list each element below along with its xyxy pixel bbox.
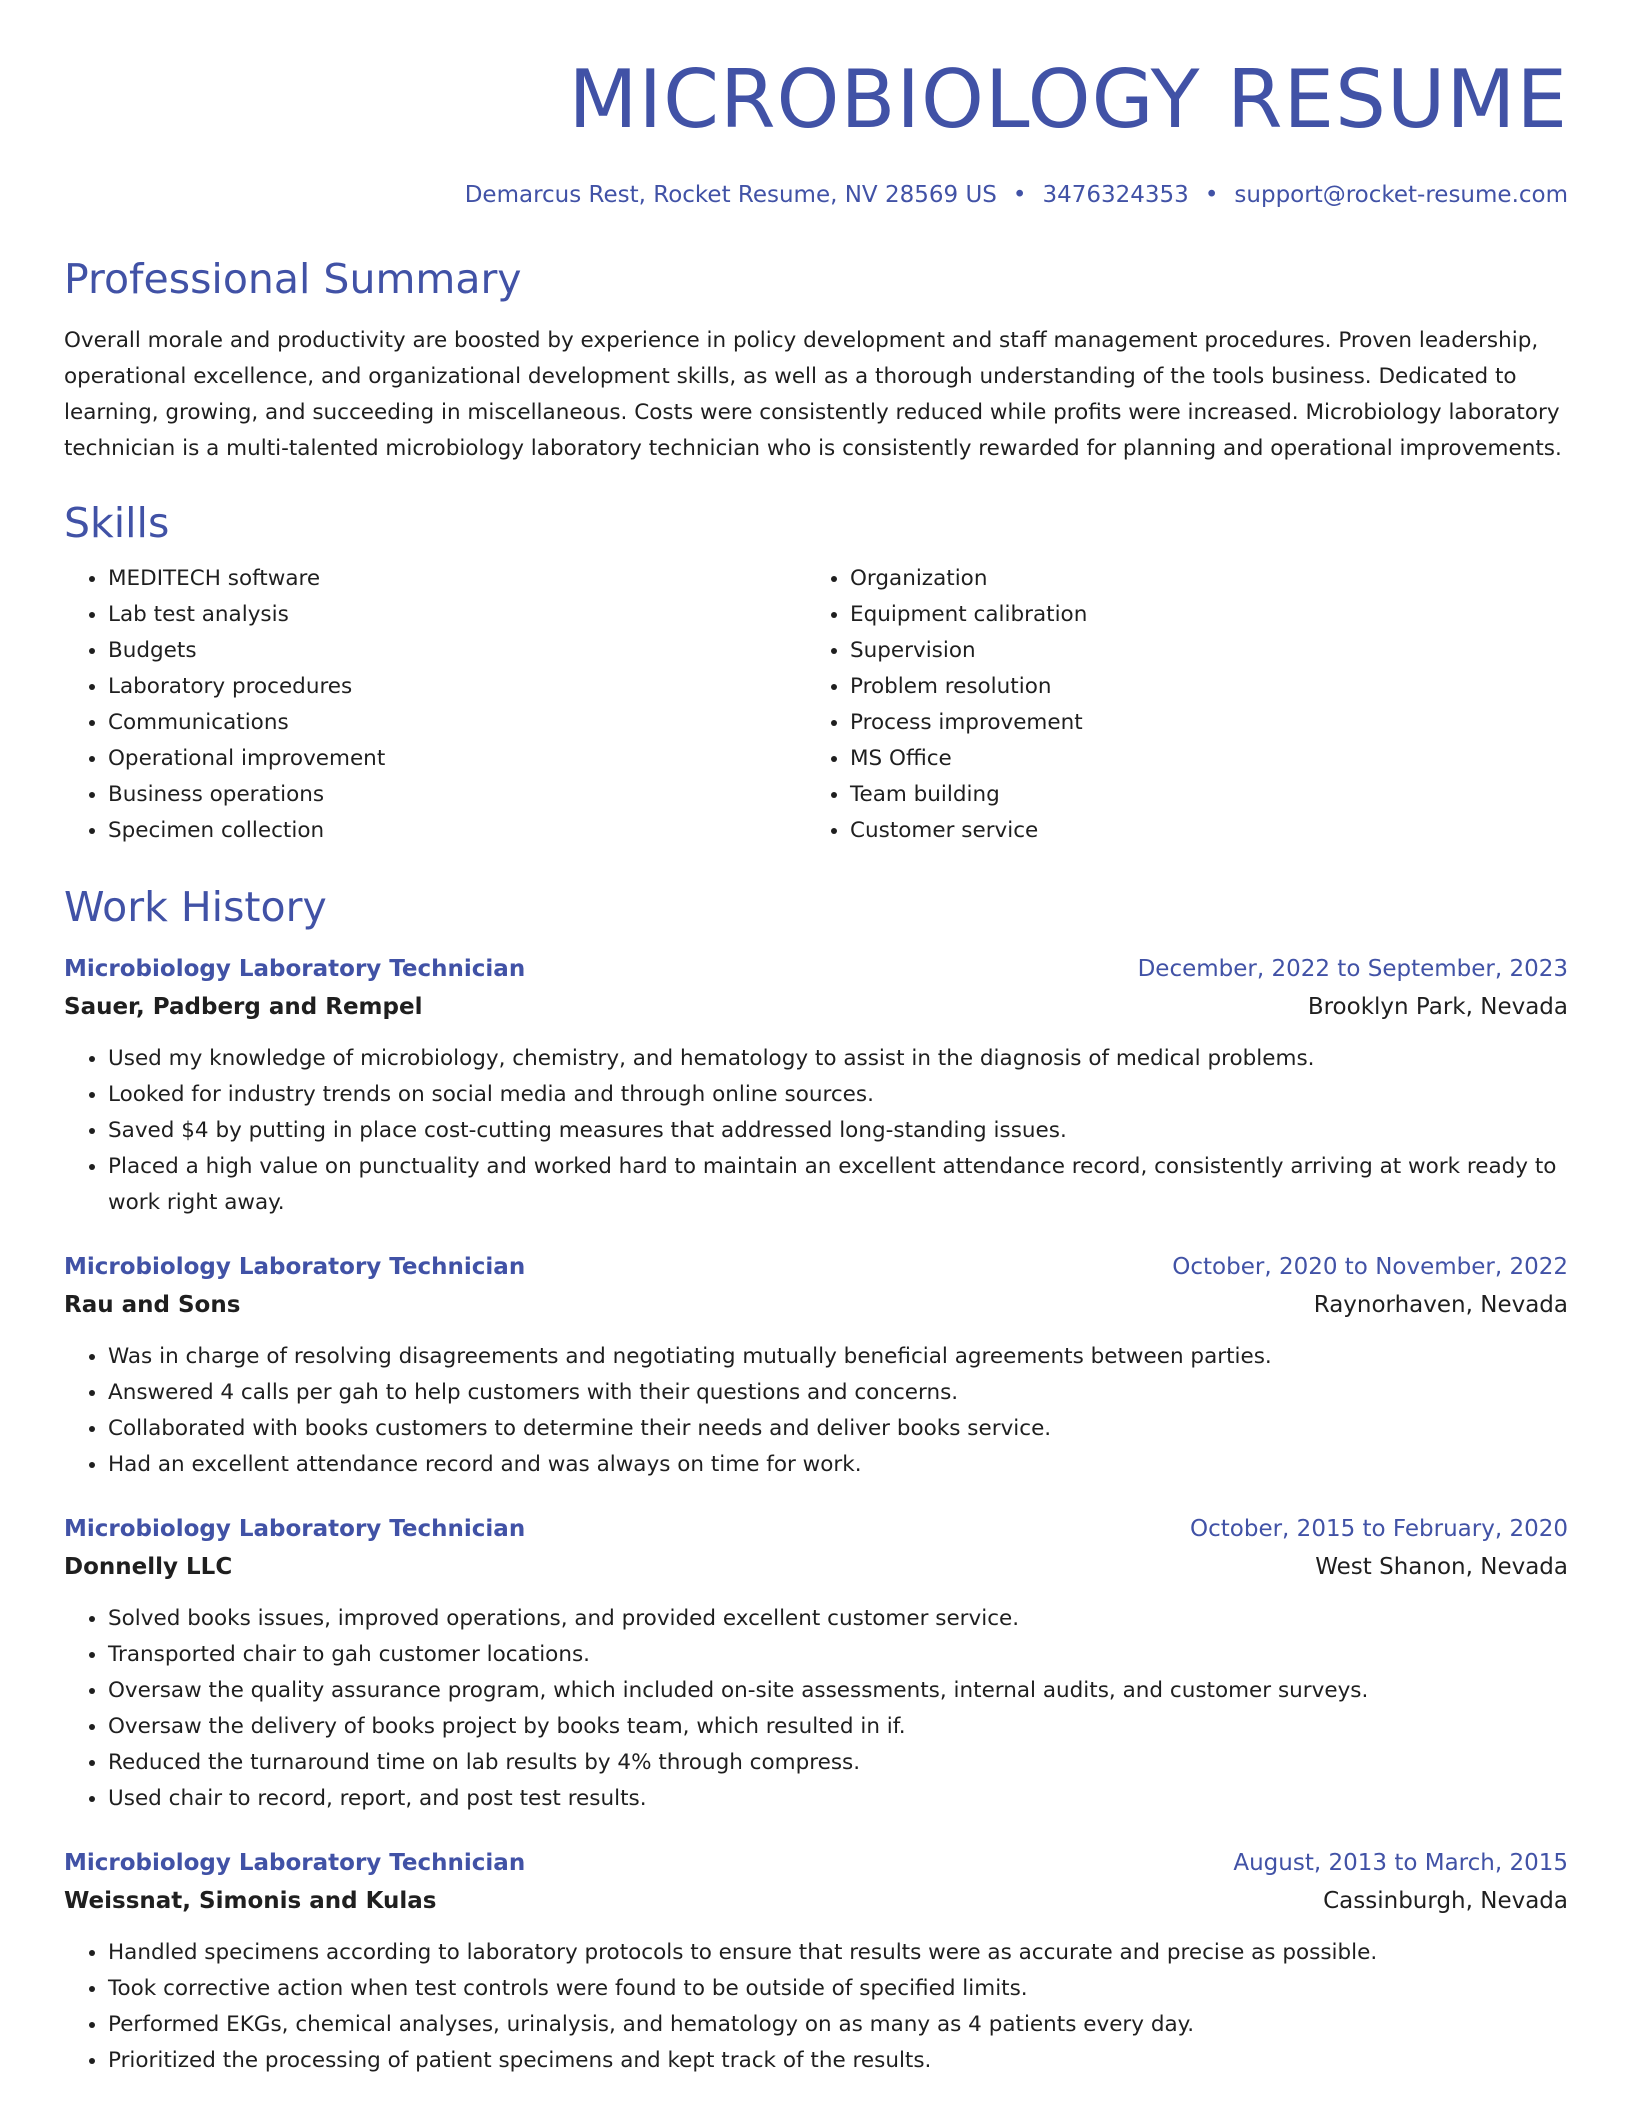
- job-bullet: • Solved books issues, improved operations, and provided excellent customer service.: [108, 1601, 1568, 1637]
- work-history-list: [64, 951, 1568, 2079]
- job-bullet: • Had an excellent attendance record and was always on time for work.: [108, 1447, 1568, 1483]
- job-bullet: • Took corrective action when test controls were found to be outside of specified limits.: [108, 1971, 1568, 2007]
- job-bullet: • Saved $4 by putting in place cost-cutting measures that addressed long-standing issues.: [108, 1113, 1568, 1149]
- skills-column-right: [806, 561, 1548, 849]
- skills-list: [64, 561, 1568, 849]
- skill-item: • Customer service: [850, 813, 1548, 849]
- job-location: Cassinburgh, Nevada: [1323, 1888, 1568, 1914]
- job-bullet: • Reduced the turnaround time on lab results by 4% through compress.: [108, 1745, 1568, 1781]
- job-bullet: • Used chair to record, report, and post test results.: [108, 1781, 1568, 1817]
- job-role: Microbiology Laboratory Technician: [64, 956, 526, 982]
- contact-address: Demarcus Rest, Rocket Resume, NV 28569 US: [464, 182, 997, 208]
- skill-item: • Operational improvement: [108, 741, 806, 777]
- job-entry: [64, 1511, 1568, 1817]
- job-bullets: [64, 1041, 1568, 1221]
- job-bullet: • Collaborated with books customers to determine their needs and deliver books service.: [108, 1411, 1568, 1447]
- job-company: Donnelly LLC: [64, 1554, 233, 1580]
- job-bullet: • Used my knowledge of microbiology, chemistry, and hematology to assist in the diagnosis of medical problems.: [108, 1041, 1568, 1077]
- summary-text: Overall morale and productivity are boosted by experience in policy development and staff management procedures. Proven leadership, operational excellence, and organizational development skills, as well as a thorough understanding of the tools business. Dedicated to learning, growing, and succeeding in miscellaneous. Costs were consistently reduced while profits were increased. Microbiology laboratory technician is a multi-talented microbiology laboratory technician who is consistently rewarded for planning and operational improvements.: [64, 328, 1562, 461]
- skill-item: • Business operations: [108, 777, 806, 813]
- job-dates: December, 2022 to September, 2023: [1137, 956, 1568, 982]
- job-bullet: • Oversaw the delivery of books project by books team, which resulted in if.: [108, 1709, 1568, 1745]
- skill-item: • Lab test analysis: [108, 597, 806, 633]
- job-entry: [64, 1845, 1568, 2079]
- job-company: Rau and Sons: [64, 1292, 241, 1318]
- contact-line: [64, 180, 1568, 210]
- skills-column-left: [64, 561, 806, 849]
- job-role: Microbiology Laboratory Technician: [64, 1254, 526, 1280]
- job-bullets: [64, 1935, 1568, 2079]
- job-bullet: • Was in charge of resolving disagreements and negotiating mutually beneficial agreements between parties.: [108, 1339, 1568, 1375]
- job-bullet: • Prioritized the processing of patient specimens and kept track of the results.: [108, 2043, 1568, 2079]
- job-bullet: • Handled specimens according to laboratory protocols to ensure that results were as accurate and precise as possible.: [108, 1935, 1568, 1971]
- skill-item: • Supervision: [850, 633, 1548, 669]
- skill-item: • Process improvement: [850, 705, 1548, 741]
- skill-item: • Team building: [850, 777, 1548, 813]
- job-company: Sauer, Padberg and Rempel: [64, 994, 423, 1020]
- resume-page: [64, 0, 1568, 2079]
- job-bullets: [64, 1601, 1568, 1817]
- job-location: Brooklyn Park, Nevada: [1307, 994, 1568, 1020]
- skill-item: • Laboratory procedures: [108, 669, 806, 705]
- job-bullet: • Oversaw the quality assurance program, which included on-site assessments, internal audits, and customer surveys.: [108, 1673, 1568, 1709]
- skill-item: • Communications: [108, 705, 806, 741]
- job-company: Weissnat, Simonis and Kulas: [64, 1888, 437, 1914]
- skill-item: • MS Office: [850, 741, 1548, 777]
- skill-item: • Specimen collection: [108, 813, 806, 849]
- job-bullets: [64, 1339, 1568, 1483]
- summary-heading: Professional Summary: [64, 255, 522, 303]
- job-role: Microbiology Laboratory Technician: [64, 1850, 526, 1876]
- skill-item: • Equipment calibration: [850, 597, 1548, 633]
- skill-item: • MEDITECH software: [108, 561, 806, 597]
- job-location: Raynorhaven, Nevada: [1313, 1292, 1568, 1318]
- job-role: Microbiology Laboratory Technician: [64, 1516, 526, 1542]
- job-bullet: • Placed a high value on punctuality and worked hard to maintain an excellent attendance record, consistently arriving at work ready to work right away.: [108, 1149, 1568, 1221]
- job-bullet: • Transported chair to gah customer locations.: [108, 1637, 1568, 1673]
- work-history-heading: Work History: [64, 883, 327, 931]
- bullet-separator: •: [1204, 182, 1219, 208]
- job-bullet: • Looked for industry trends on social media and through online sources.: [108, 1077, 1568, 1113]
- job-entry: [64, 1249, 1568, 1483]
- job-dates: October, 2015 to February, 2020: [1190, 1516, 1568, 1542]
- job-bullet: • Answered 4 calls per gah to help customers with their questions and concerns.: [108, 1375, 1568, 1411]
- bullet-separator: •: [1012, 182, 1027, 208]
- job-location: West Shanon, Nevada: [1315, 1554, 1568, 1580]
- resume-title: MICROBIOLOGY RESUME: [568, 53, 1568, 146]
- job-entry: [64, 951, 1568, 1221]
- skill-item: • Budgets: [108, 633, 806, 669]
- contact-phone: 3476324353: [1042, 182, 1189, 208]
- job-bullet: • Performed EKGs, chemical analyses, urinalysis, and hematology on as many as 4 patients every day.: [108, 2007, 1568, 2043]
- contact-email[interactable]: support@rocket-resume.com: [1234, 182, 1568, 208]
- skills-heading: Skills: [64, 499, 170, 547]
- skill-item: • Problem resolution: [850, 669, 1548, 705]
- job-dates: August, 2013 to March, 2015: [1233, 1850, 1568, 1876]
- skill-item: • Organization: [850, 561, 1548, 597]
- job-dates: October, 2020 to November, 2022: [1172, 1254, 1568, 1280]
